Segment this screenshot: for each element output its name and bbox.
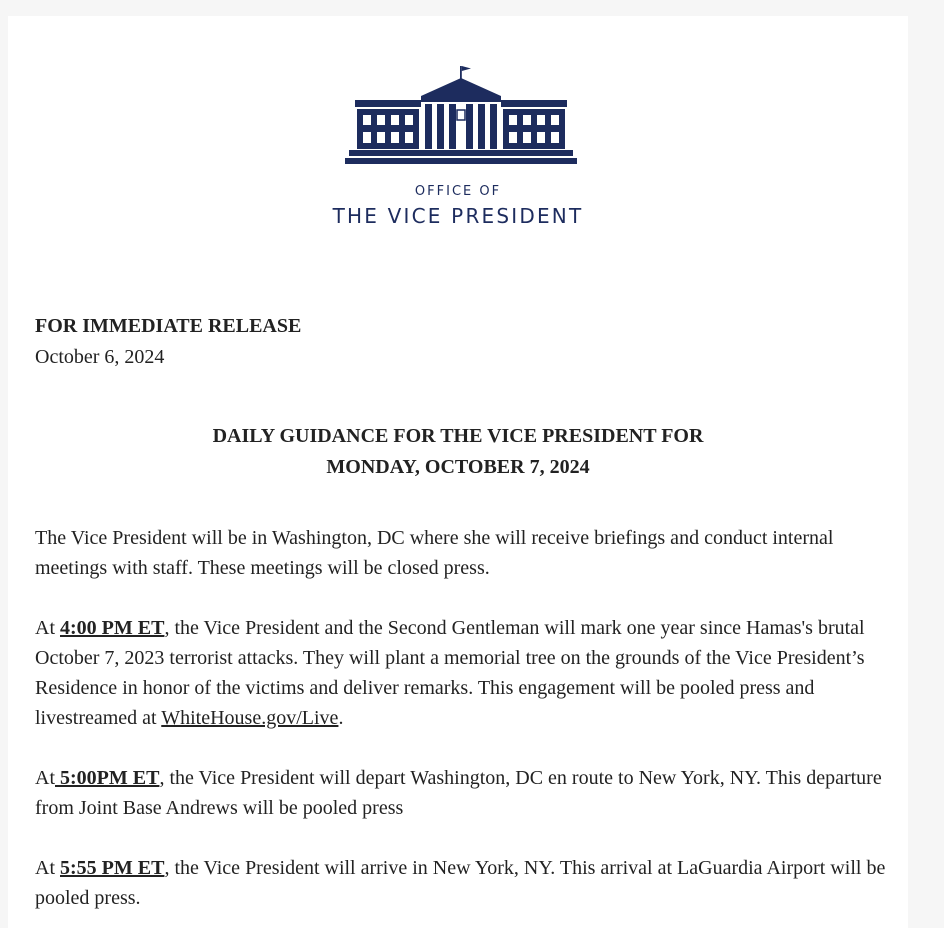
event-description: , the Vice President will arrive in New York, NY. This arrival at LaGuardia Airport will be pooled press. — [35, 857, 886, 909]
guidance-heading-line-1: DAILY GUIDANCE FOR THE VICE PRESIDENT FOR — [212, 425, 704, 447]
suffix-text: . — [338, 707, 344, 729]
schedule-item-memorial — [35, 613, 895, 733]
livestream-link[interactable]: WhiteHouse.gov/Live — [161, 707, 339, 729]
intro-paragraph: The Vice President will be in Washington, DC where she will receive briefings and conduct internal meetings with staff. These meetings will be closed press. — [35, 527, 834, 579]
schedule-item-arrival — [35, 853, 895, 913]
schedule-item-departure — [35, 763, 895, 823]
release-label: FOR IMMEDIATE RELEASE — [35, 315, 302, 337]
event-description: , the Vice President will depart Washington, DC en route to New York, NY. This departure from Joint Base Andrews will be pooled press — [35, 767, 882, 819]
release-date: October 6, 2024 — [35, 346, 165, 368]
white-house-icon — [345, 60, 577, 164]
guidance-heading-line-2: MONDAY, OCTOBER 7, 2024 — [326, 456, 590, 478]
prefix-text: At — [35, 767, 55, 789]
guidance-heading — [8, 421, 908, 483]
prefix-text: At — [35, 857, 60, 879]
event-time: 5:00PM ET — [55, 767, 160, 789]
event-description: , the Vice President and the Second Gentleman will mark one year since Hamas's brutal October 7, 2023 terrorist attacks. They will plant a memorial tree on the grounds of the Vice President’s Residence in honor of the victims and deliver remarks. This engagement will be pooled press and livestreamed at — [35, 617, 865, 729]
event-time: 5:55 PM ET — [60, 857, 165, 879]
prefix-text: At — [35, 617, 60, 639]
office-of-label: OFFICE OF — [414, 184, 502, 199]
office-name-label: THE VICE PRESIDENT — [332, 204, 584, 228]
press-release-document — [8, 16, 908, 928]
event-time: 4:00 PM ET — [60, 617, 165, 639]
